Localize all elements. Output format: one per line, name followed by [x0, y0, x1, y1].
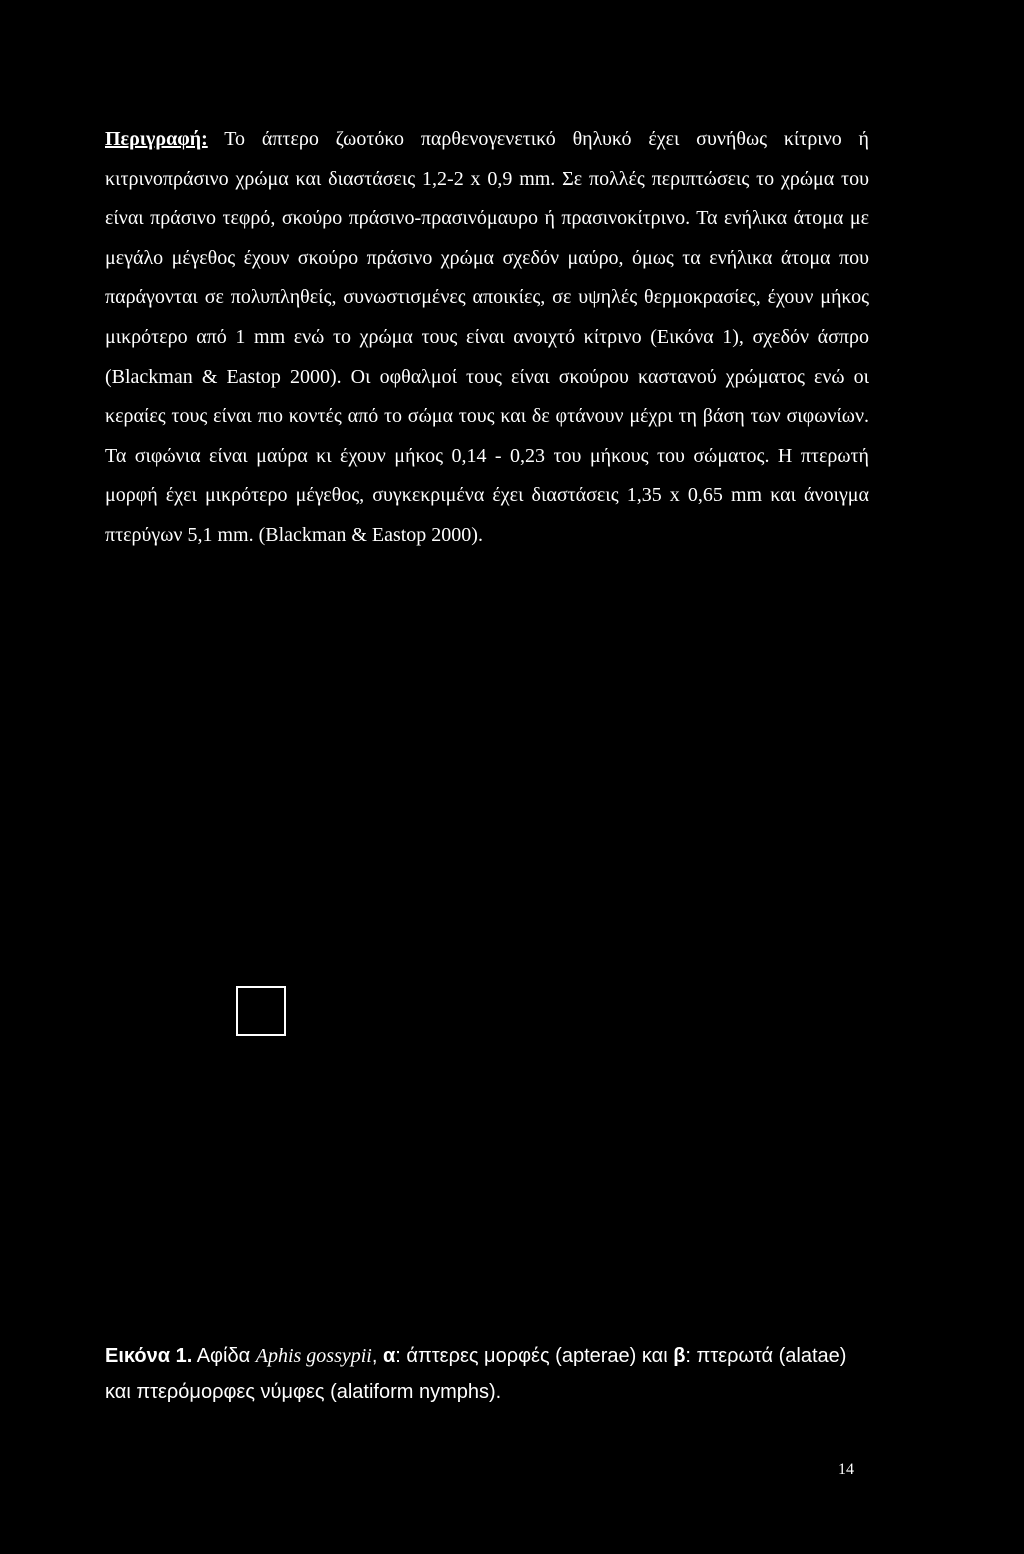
description-label: Περιγραφή:: [105, 128, 208, 150]
description-text: Το άπτερο ζωοτόκο παρθενογενετικό θηλυκό έχει συνήθως κίτρινο ή κιτρινοπράσινο χρώμα και διαστάσεις 1,2-2 x 0,9 mm. Σε πολλές περιπτώσεις το χρώμα του είναι πράσινο τεφρό, σκούρο πράσινο-πρασινόμαυρο ή πρασινοκίτρινο. Τα ενήλικα άτομα με μεγάλο μέγεθος έχουν σκούρο πράσινο χρώμα σχεδόν μαύρο, όμως τα ενήλικα άτομα που παράγονται σε πολυπληθείς, συνωστισμένες αποικίες, σε υψηλές θερμοκρασίες, έχουν μήκος μικρότερο από 1 mm ενώ το χρώμα τους είναι ανοιχτό κίτρινο (Εικόνα 1), σχεδόν άσπρο (Blackman & Eastop 2000). Οι οφθαλμοί τους είναι σκούρου καστανού χρώματος ενώ οι κεραίες τους είναι πιο κοντές από το σώμα τους και δε φτάνουν μέχρι τη βάση των σιφωνίων. Τα σιφώνια είναι μαύρα κι έχουν μήκος 0,14 - 0,23 του μήκους του σώματος. Η πτερωτή μορφή έχει μικρότερο μέγεθος, συγκεκριμένα έχει διαστάσεις 1,35 x 0,65 mm και άνοιγμα πτερύγων 5,1 mm. (Blackman & Eastop 2000).: [105, 128, 869, 546]
caption-beta: β: [673, 1345, 686, 1367]
caption-part-2: : πτερωτά (alatae) και πτερόμορφες νύμφες (alatiform nymphs).: [105, 1345, 847, 1403]
description-paragraph: [105, 120, 869, 556]
caption-species: Aphis gossypii: [255, 1345, 372, 1367]
caption-prefix: Αφίδα: [196, 1345, 251, 1367]
figure-caption: [105, 1338, 875, 1410]
page-number: 14: [838, 1461, 854, 1478]
empty-image-placeholder-icon: [236, 986, 286, 1036]
caption-separator: ,: [371, 1345, 378, 1367]
caption-label: Εικόνα 1.: [105, 1345, 193, 1367]
caption-alpha: α: [382, 1345, 396, 1367]
caption-part-1: : άπτερες μορφές (apterae) και: [395, 1345, 668, 1367]
